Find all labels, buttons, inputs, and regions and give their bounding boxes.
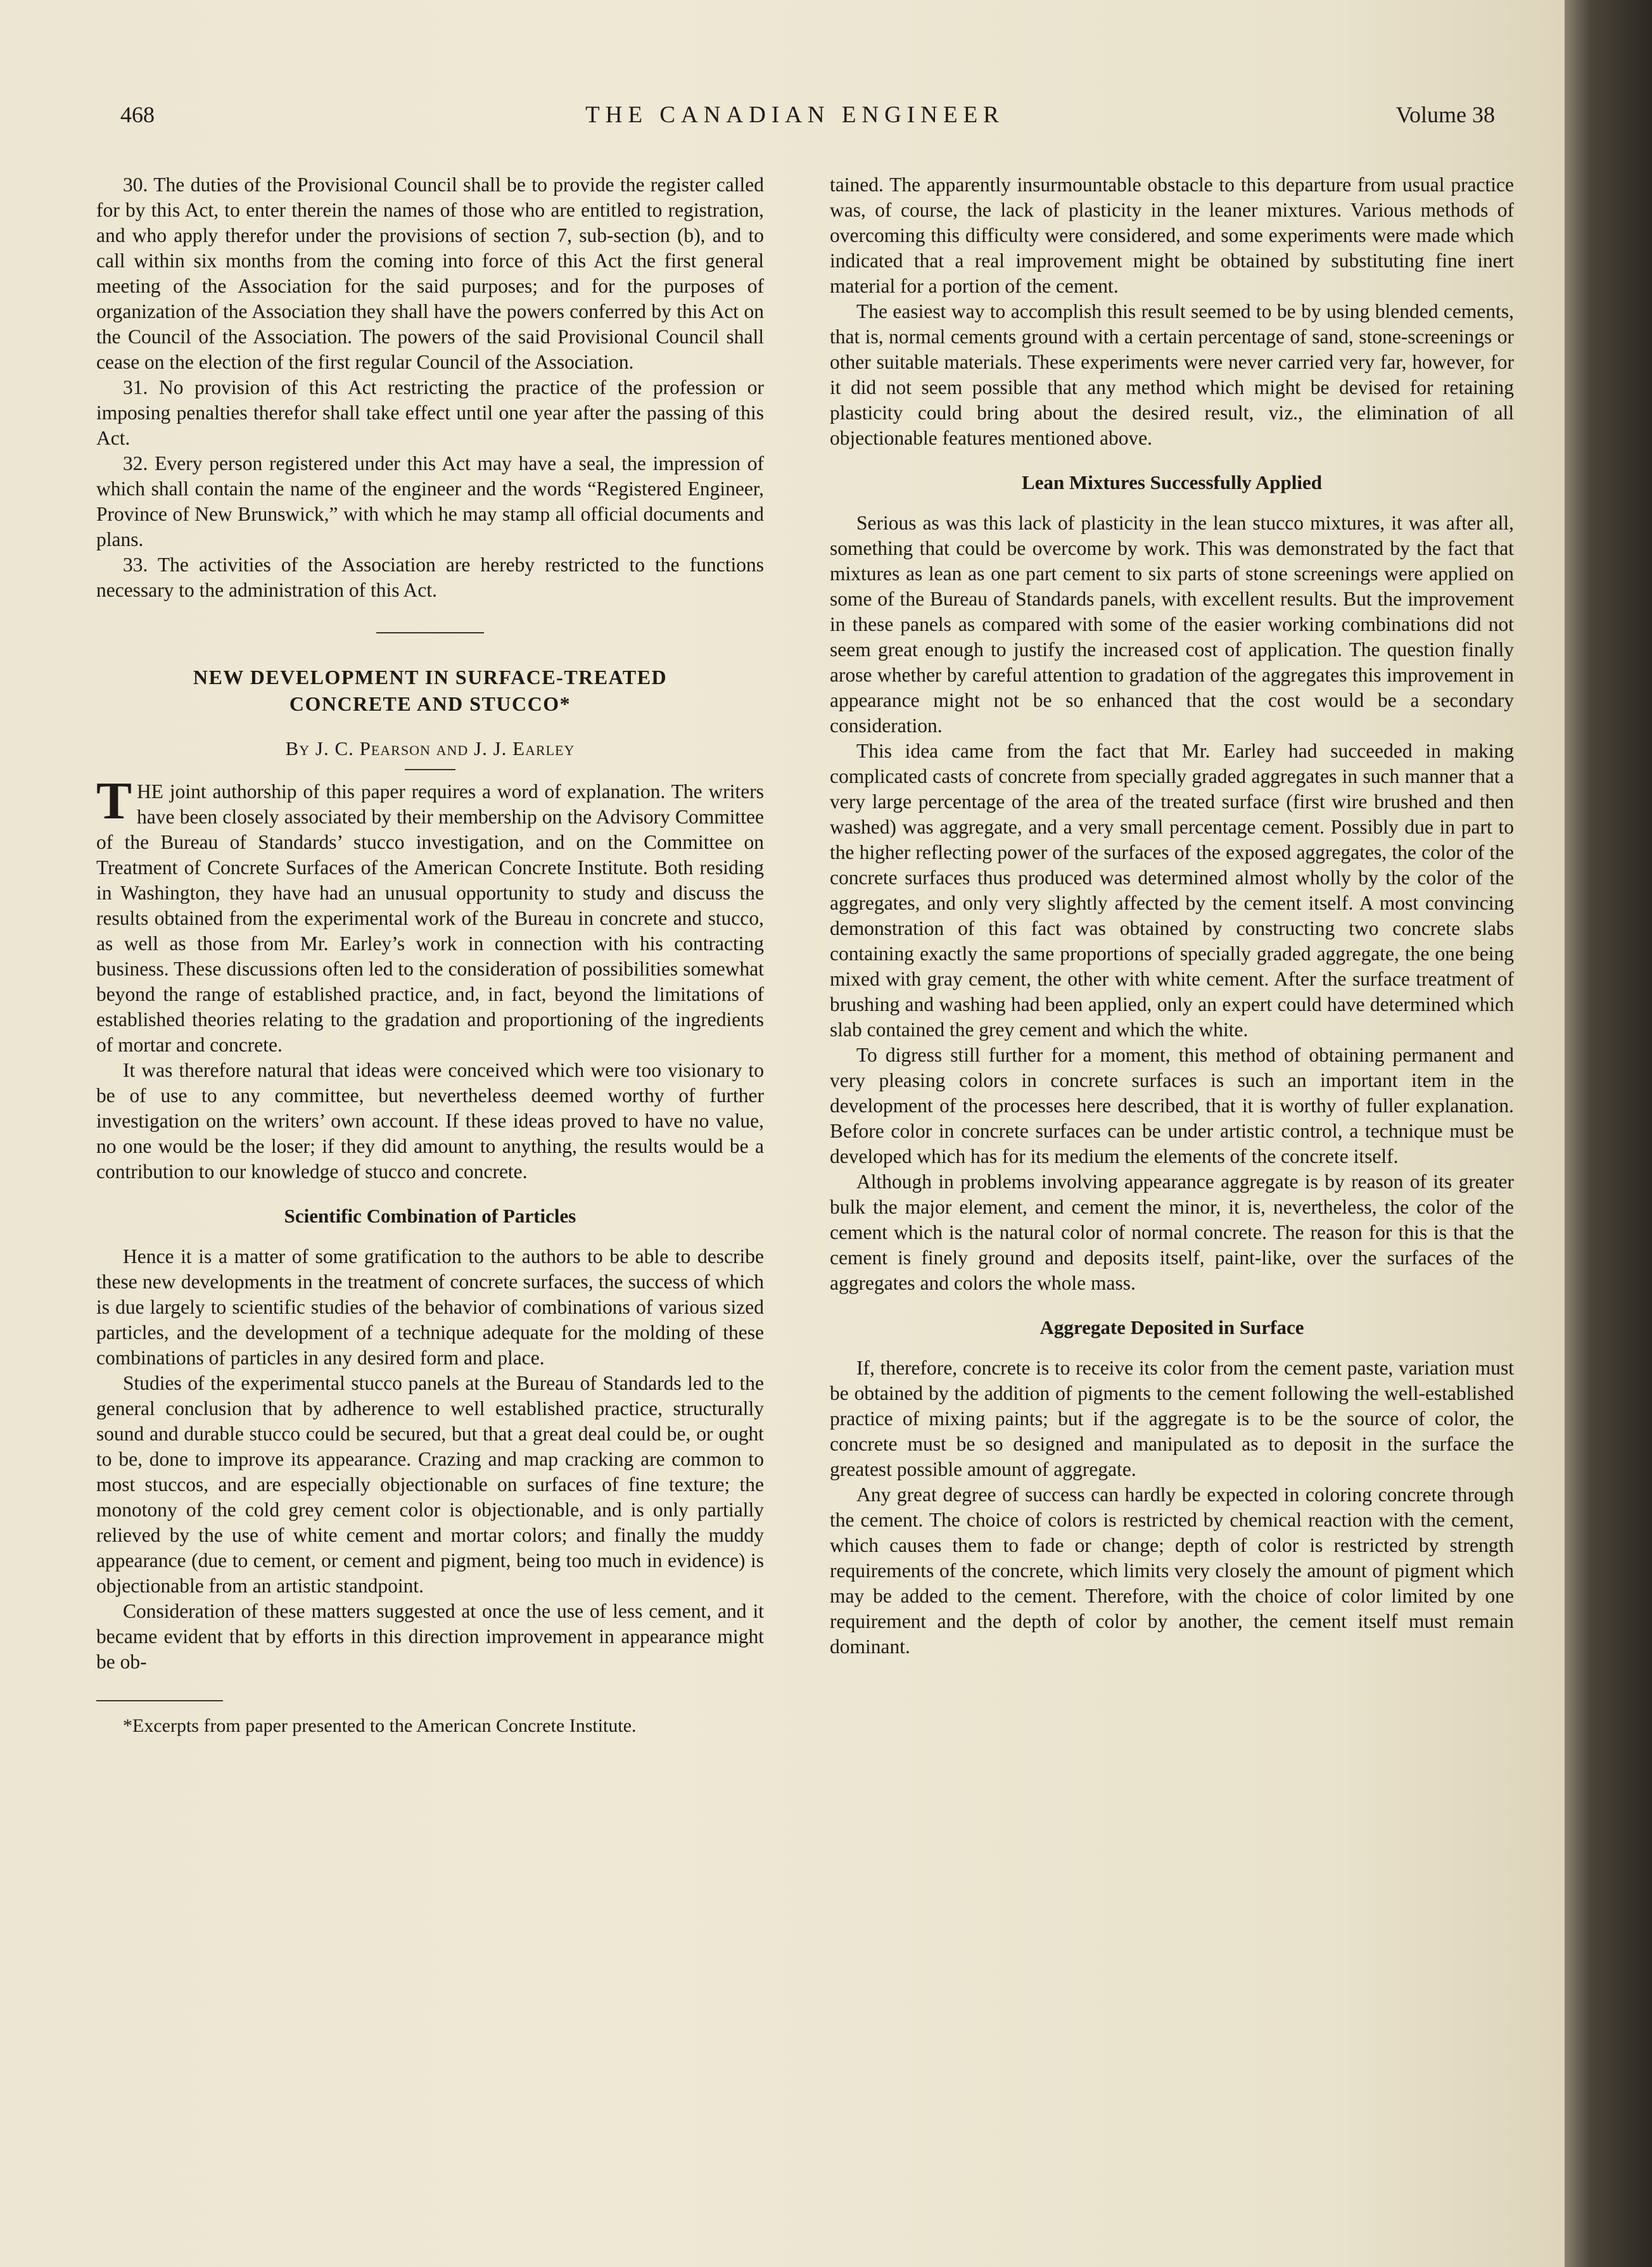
journal-title: THE CANADIAN ENGINEER xyxy=(585,102,1005,128)
article-title-line-1: NEW DEVELOPMENT IN SURFACE-TREATED xyxy=(193,666,668,689)
footnote-rule xyxy=(96,1700,223,1701)
byline-divider xyxy=(405,769,455,770)
volume-label: Volume 38 xyxy=(1395,102,1495,127)
right-paragraph-6: Although in problems involving appearance aggregate is by reason of its greater bulk the major element, and cement the minor, it is, nevertheless, the color of the cement which is the natural color of normal concrete. The reason for this is that the cement is finely ground and deposits itself, paint-like, over the surfaces of the aggregates and colors the whole mass. xyxy=(830,1171,1514,1294)
right-paragraph-1: tained. The apparently insurmountable obstacle to this departure from usual practice was, of course, the lack of plasticity in the leaner mixtures. Various methods of overcoming this difficulty were considered, and some experiments were made which indicated that a real improvement might be obtained by substituting fine inert material for a portion of the cement. xyxy=(830,174,1514,297)
section-divider xyxy=(376,632,484,633)
intro-text: HE joint authorship of this paper requires a word of explanation. The writers have been closely associated by their membership on the Advisory Committee of the Bureau of Standards’ stucco investigation, and on the Committee on Treatment of Concrete Surfaces of the American Concrete Institute. Both residing in Washington, they have had an unusual opportunity to study and discuss the results obtained from the experimental work of the Bureau in concrete and stucco, as well as those from Mr. Earley’s work in connection with his contracting business. These discussions often led to the consideration of possibilities somewhat beyond the range of established practice, and, in fact, beyond the limitations of established theories relating to the gradation and proportioning of the ingredients of mortar and concrete. xyxy=(96,780,764,1056)
article-paragraph-2: It was therefore natural that ideas were conceived which were too visionary to be of use to any committee, but nevertheless deemed worthy of further investigation on the writers’ own account. If these ideas proved to have no value, no one would be the loser; if they did amount to anything, the results would be a contribution to our knowledge of stucco and concrete. xyxy=(96,1059,764,1183)
footnote: *Excerpts from paper presented to the American Concrete Institute. xyxy=(123,1715,637,1736)
page-number: 468 xyxy=(120,102,155,127)
subhead-aggregate-deposited: Aggregate Deposited in Surface xyxy=(1039,1316,1304,1338)
right-paragraph-3: Serious as was this lack of plasticity in the lean stucco mixtures, it was after all, something that could be overcome by work. This was demonstrated by the fact that mixtures as lean as one part cement to six parts of stone screenings were applied on some of the Bureau of Standards panels, with excellent results. But the improvement in these panels as compared with some of the easier working combinations did not seem great enough to justify the increased cost of application. The question finally arose whether by careful attention to gradation of the aggregates this improvement in appearance might not be so enhanced that the cost would be a secondary consideration. xyxy=(830,512,1514,737)
subhead-lean-mixtures: Lean Mixtures Successfully Applied xyxy=(1022,471,1322,493)
running-header xyxy=(95,101,1495,133)
article-title xyxy=(96,664,764,717)
subhead-scientific-combination: Scientific Combination of Particles xyxy=(284,1205,576,1227)
right-paragraph-4: This idea came from the fact that Mr. Earley had succeeded in making complicated casts of concrete from specially graded aggregates in such manner that a very large percentage of the area of the treated surface (first wire brushed and then washed) was aggregate, and a very small percentage cement. Possibly due in part to the higher reflecting power of the surfaces of the exposed aggregates, the color of the concrete surfaces thus produced was determined almost wholly by the color of the aggregates, and only very slightly affected by the cement itself. A most convincing demonstration of this fact was obtained by constructing two concrete slabs containing exactly the same proportions of specially graded aggregate, the one being mixed with gray cement, the other with white cement. After the surface treatment of brushing and washing had been applied, only an expert could have determined which slab contained the grey cement and which the white. xyxy=(830,740,1514,1041)
right-paragraph-7: If, therefore, concrete is to receive its color from the cement paste, variation must be obtained by the addition of pigments to the cement following the well-established practice of mixing paints; but if the aggregate is to be the source of color, the concrete must be so designed and manipulated as to deposit in the surface the greatest possible amount of aggregate. xyxy=(830,1357,1514,1480)
right-paragraph-2: The easiest way to accomplish this result seemed to be by using blended cements, that is, normal cements ground with a certain percentage of sand, stone-screenings or other suitable materials. These experiments were never carried very far, however, for it did not seem possible that any method which might be devised for retaining plasticity could bring about the desired result, viz., the elimination of all objectionable features mentioned above. xyxy=(830,300,1514,449)
right-paragraph-5: To digress still further for a moment, this method of obtaining permanent and very pleasing colors in concrete surfaces is such an important item in the development of the processes here described, that it is worthy of fuller explanation. Before color in concrete surfaces can be under artistic control, a technique must be developed which has for its medium the elements of the concrete itself. xyxy=(830,1044,1514,1167)
right-column xyxy=(830,172,1514,1660)
section-30: 30. The duties of the Provisional Council shall be to provide the register called for by this Act, to enter therein the names of those who are entitled to registration, and who apply therefor under the provisions of section 7, sub-section (b), and to call within six months from the coming into force of this Act the first general meeting of the Association for the said purposes; and for the purposes of organization of the Association they shall have the powers conferred by this Act on the Council of the Association. The powers of the said Provisional Council shall cease on the election of the first regular Council of the Association. xyxy=(96,174,764,373)
drop-cap: T xyxy=(96,772,132,830)
article-paragraph-5: Consideration of these matters suggested at once the use of less cement, and it became evident that by efforts in this direction improvement in appearance might be ob- xyxy=(96,1600,764,1673)
article-intro xyxy=(96,772,764,1058)
book-binding-edge xyxy=(1565,0,1652,2267)
section-32: 32. Every person registered under this Act may have a seal, the impression of which shall contain the name of the engineer and the words “Registered Engineer, Province of New Brunswick,” with which he may stamp all official documents and plans. xyxy=(96,452,764,550)
section-31: 31. No provision of this Act restricting the practice of the profession or imposing penalties therefor shall take effect until one year after the passing of this Act. xyxy=(96,376,764,449)
article-byline: By J. C. Pearson and J. J. Earley xyxy=(285,737,575,759)
section-33: 33. The activities of the Association are hereby restricted to the functions necessary to the administration of this Act. xyxy=(96,554,764,601)
right-paragraph-8: Any great degree of success can hardly be expected in coloring concrete through the cement. The choice of colors is restricted by chemical reaction with the cement, which causes them to fade or change; depth of color is restricted by strength requirements of the concrete, which limits very closely the amount of pigment which may be added to the cement. Therefore, with the choice of color limited by one requirement and the depth of color by another, the cement itself must remain dominant. xyxy=(830,1483,1514,1658)
article-paragraph-3: Hence it is a matter of some gratification to the authors to be able to describe these new developments in the treatment of concrete surfaces, the success of which is due largely to scientific studies of the behavior of combinations of various sized particles, and the development of a technique adequate for the molding of these combinations of particles in any desired form and place. xyxy=(96,1245,764,1369)
article-title-line-2: CONCRETE AND STUCCO* xyxy=(289,692,571,715)
left-column xyxy=(96,172,764,1738)
article-paragraph-4: Studies of the experimental stucco panels at the Bureau of Standards led to the general conclusion that by adherence to well established practice, structurally sound and durable stucco could be secured, but that a great deal could be, or ought to be, done to improve its appearance. Crazing and map cracking are common to most stuccos, and are especially objectionable on surfaces of fine texture; the monotony of the cold grey cement color is objectionable, and is only partially relieved by the use of white cement and mortar colors; and finally the muddy appearance (due to cement, or cement and pigment, being too much in evidence) is objectionable from an artistic standpoint. xyxy=(96,1372,764,1597)
